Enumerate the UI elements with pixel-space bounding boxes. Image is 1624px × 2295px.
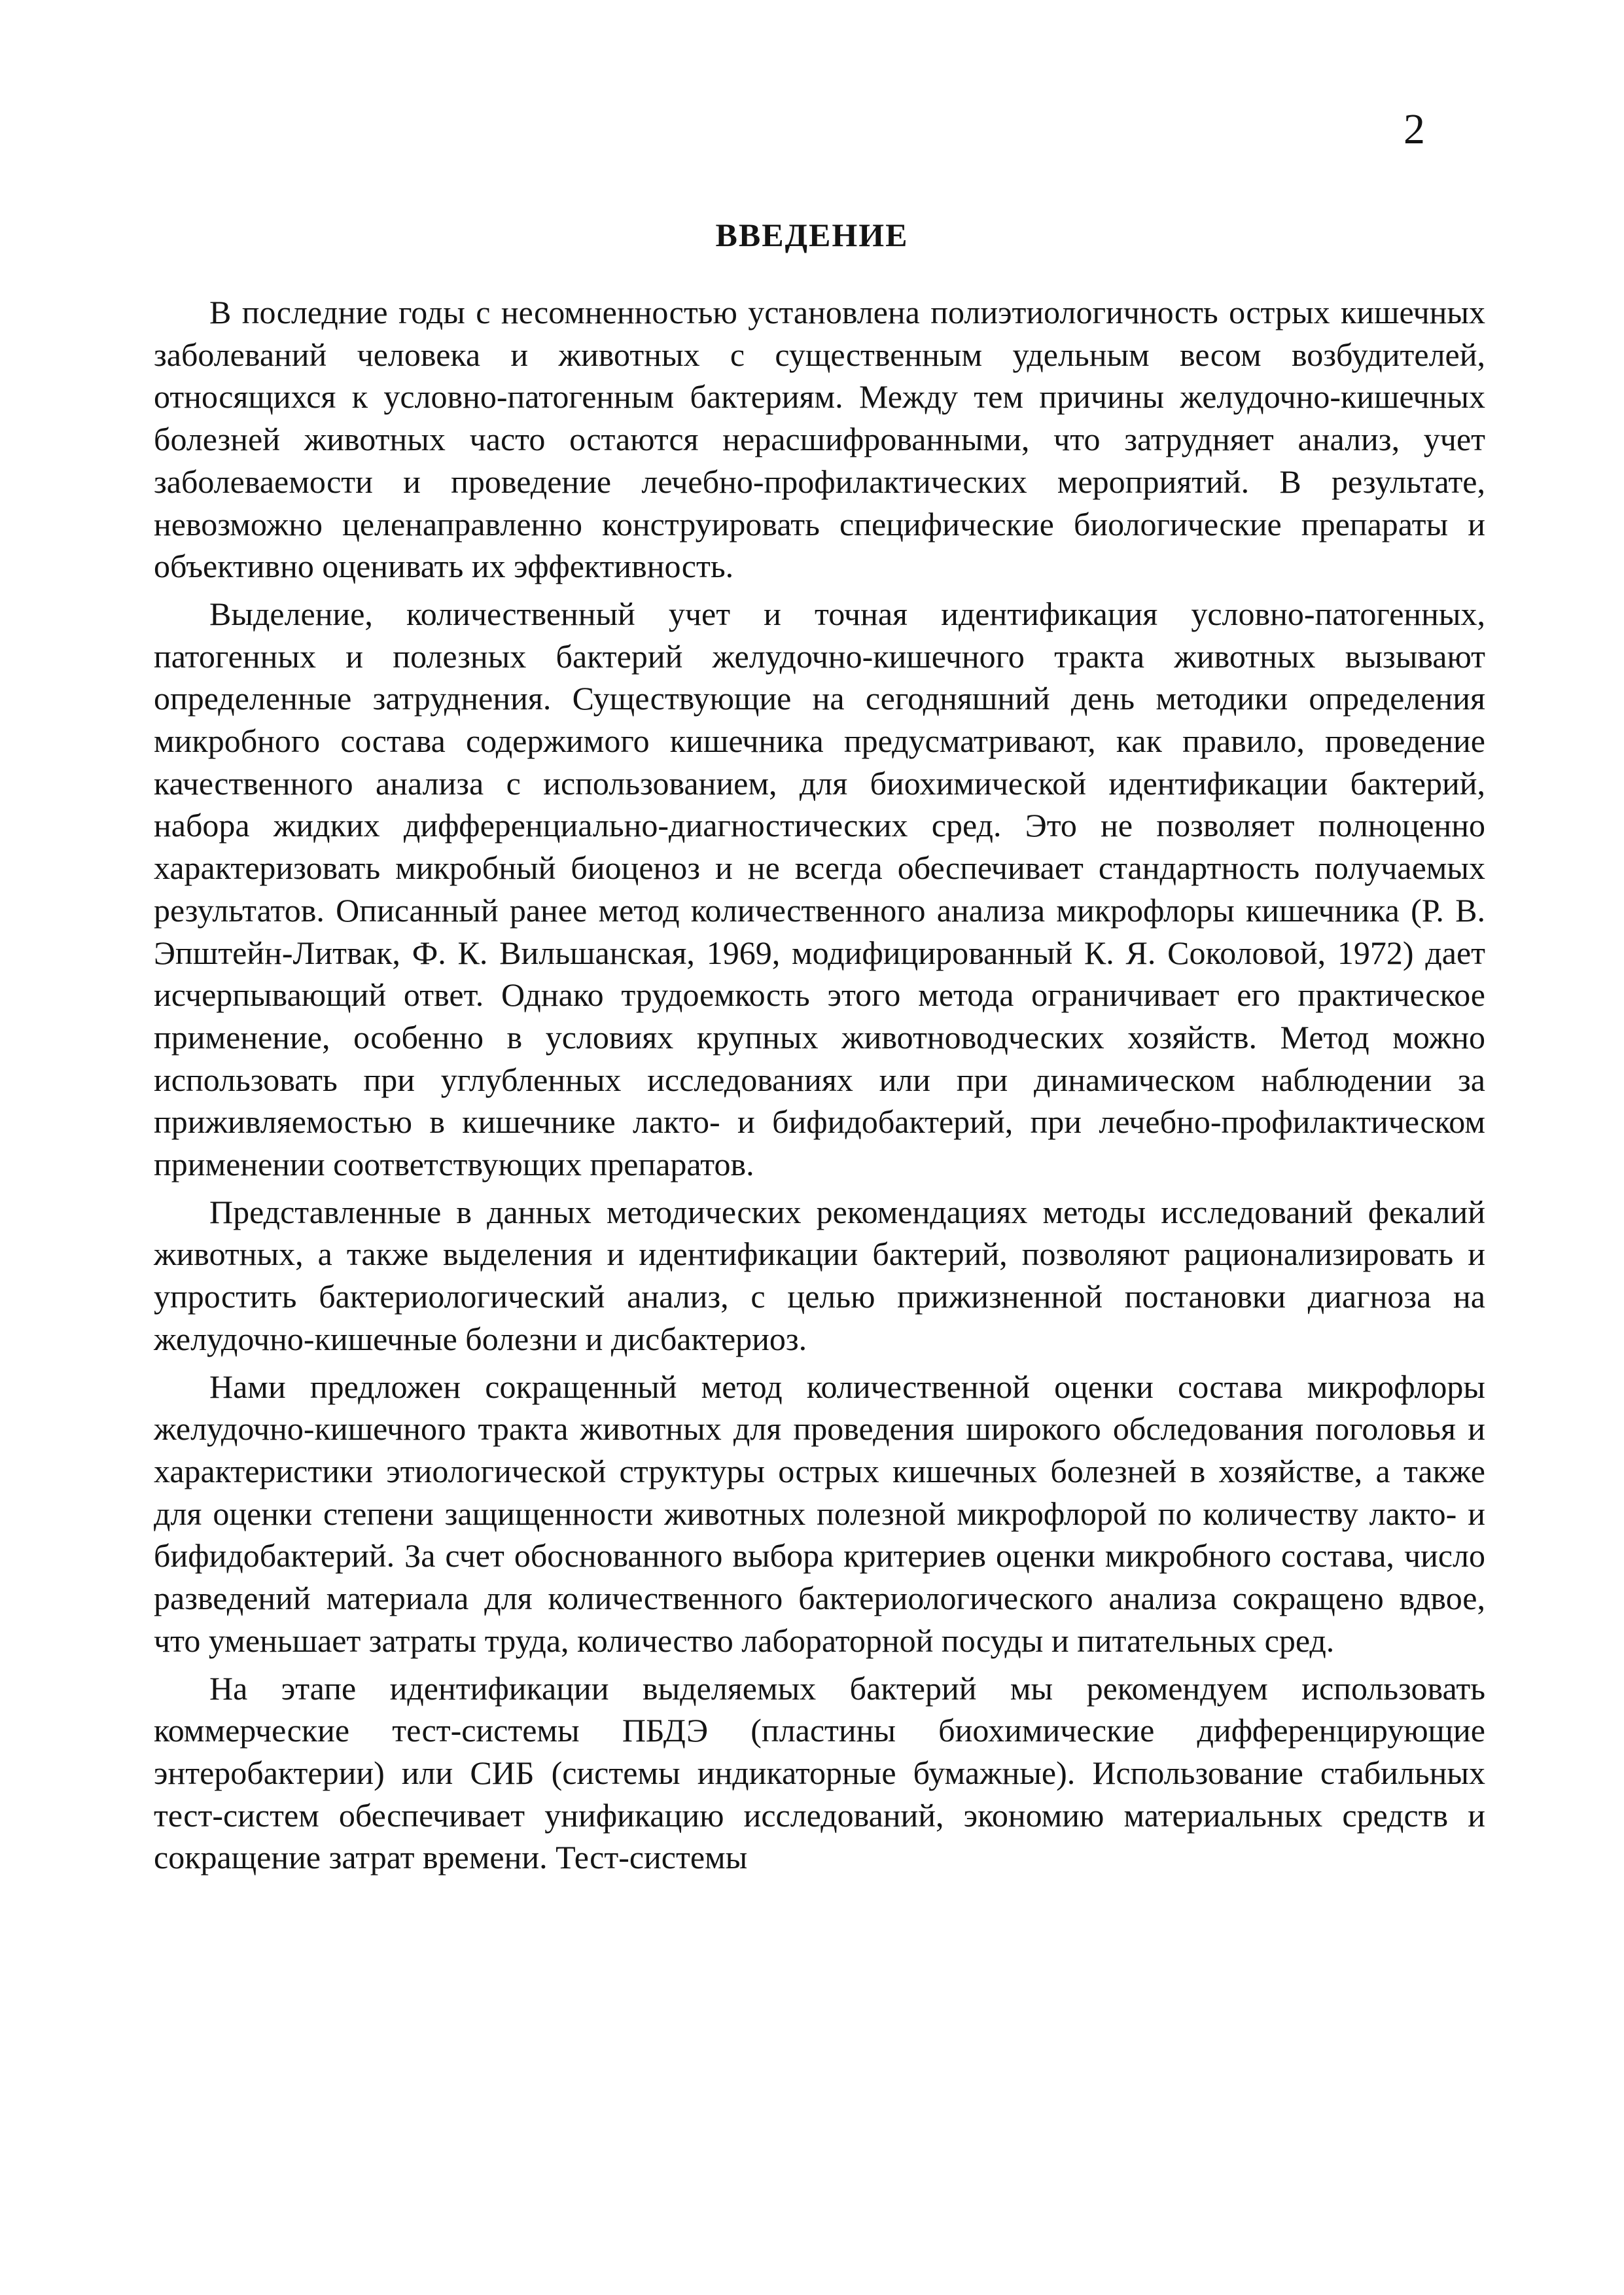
body-text (154, 291, 1485, 1884)
page-number: 2 (1403, 105, 1425, 153)
paragraph-4: Нами предложен сокращенный метод количественной оценки состава микрофлоры желудочно-кишечного тракта животных для проведения широкого обследования поголовья и характеристики этиологической структуры острых кишечных болезней в хозяйстве, а также для оценки степени защищенности животных полезной микрофлорой по количеству лакто- и бифидобактерий. За счет обоснованного выбора критериев оценки микробного состава, число разведений материала для количественного бактериологического анализа сокращено вдвое, что уменьшает затраты труда, количество лабораторной посуды и питательных сред. (154, 1368, 1485, 1659)
paragraph-1: В последние годы с несомненностью установлена полиэтиологичность острых кишечных заболеваний человека и животных с существенным удельным весом возбудителей, относящихся к условно-патогенным бактериям. Между тем причины желудочно-кишечных болезней животных часто остаются нерасшифрованными, что затрудняет анализ, учет заболеваемости и проведение лечебно-профилактических мероприятий. В результате, невозможно целенаправленно конструировать специфические биологические препараты и объективно оценивать их эффективность. (154, 294, 1485, 585)
paragraph-2: Выделение, количественный учет и точная идентификация условно-патогенных, патогенных и полезных бактерий желудочно-кишечного тракта животных вызывают определенные затруднения. Существующие на сегодняшний день методики определения микробного состава содержимого кишечника предусматривают, как правило, проведение качественного анализа с использованием, для биохимической идентификации бактерий, набора жидких дифференциально-диагностических сред. Это не позволяет полноценно характеризовать микробный биоценоз и не всегда обеспечивает стандартность получаемых результатов. Описанный ранее метод количественного анализа микрофлоры кишечника (Р. В. Эпштейн-Литвак, Ф. К. Вильшанская, 1969, модифицированный К. Я. Соколовой, 1972) дает исчерпывающий ответ. Однако трудоемкость этого метода ограничивает его практическое применение, особенно в условиях крупных животноводческих хозяйств. Метод можно использовать при углубленных исследованиях или при динамическом наблюдении за приживляемостью в кишечнике лакто- и бифидобактерий, при лечебно-профилактическом применении соответствующих препаратов. (154, 595, 1485, 1183)
page-title: ВВЕДЕНИЕ (715, 217, 909, 253)
paragraph-3: Представленные в данных методических рекомендациях методы исследований фекалий животных, а также выделения и идентификации бактерий, позволяют рационализировать и упростить бактериологический анализ, с целью прижизненной постановки диагноза на желудочно-кишечные болезни и дисбактериоз. (154, 1193, 1485, 1357)
paragraph-5: На этапе идентификации выделяемых бактерий мы рекомендуем использовать коммерческие тест-системы ПБДЭ (пластины биохимические дифференцирующие энтеробактерии) или СИБ (системы индикаторные бумажные). Использование стабильных тест-систем обеспечивает унификацию исследований, экономию материальных средств и сокращение затрат времени. Тест-системы (154, 1669, 1485, 1876)
